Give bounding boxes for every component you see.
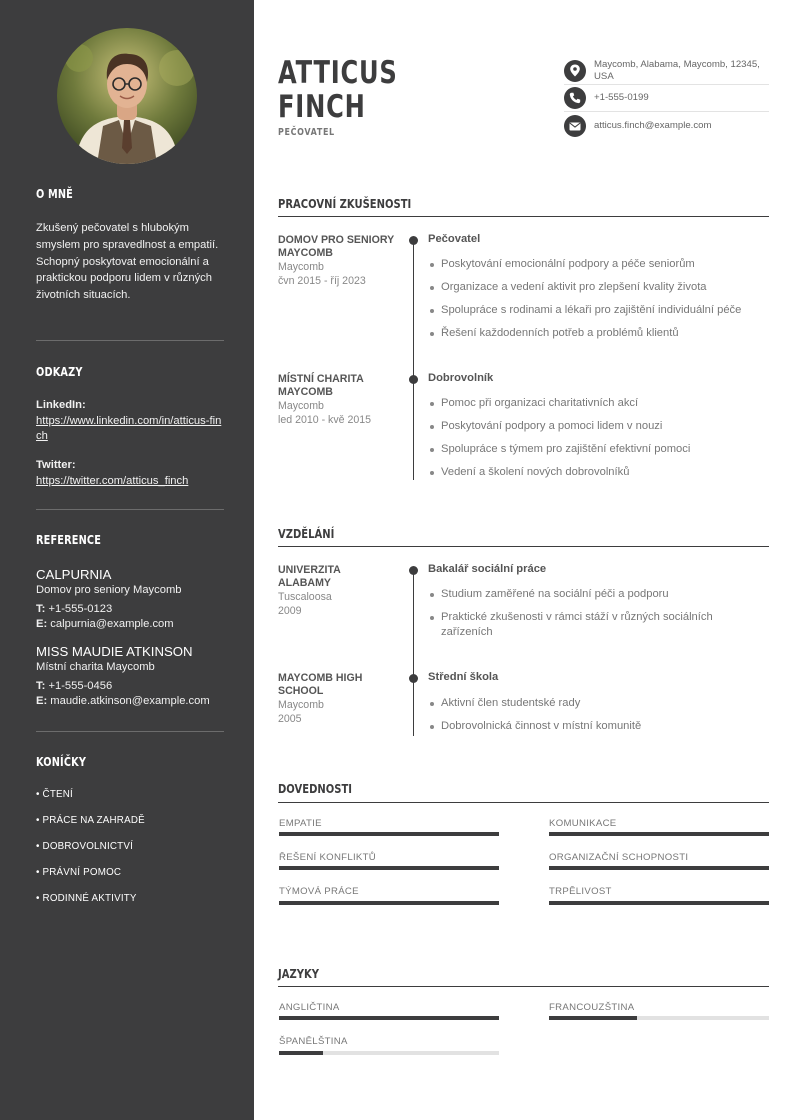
- reference-org: Místní charita Maycomb: [36, 661, 155, 673]
- contact-email: [564, 115, 769, 137]
- section-rule: [278, 802, 769, 803]
- language-bar-fill: [279, 1051, 323, 1055]
- contact-address-text: Maycomb, Alabama, Maycomb, 12345, USA: [594, 59, 760, 82]
- org-name: MÍSTNÍ CHARITA MAYCOMB: [278, 373, 364, 398]
- first-name: ATTICUS: [278, 55, 398, 91]
- person-name: [278, 56, 398, 124]
- section-rule: [278, 216, 769, 217]
- skill-label: TÝMOVÁ PRÁCE: [279, 886, 359, 897]
- hobby-item: • RODINNÉ AKTIVITY: [36, 893, 137, 904]
- email-value: calpurnia@example.com: [50, 618, 174, 630]
- skill-bar-fill: [549, 832, 769, 836]
- timeline-dot: [409, 566, 418, 575]
- org-dates: 2005: [278, 713, 302, 725]
- reference-phone: [36, 679, 226, 695]
- email-label: E:: [36, 618, 48, 630]
- org-location: Maycomb: [278, 400, 324, 412]
- org-name: UNIVERZITA ALABAMY: [278, 564, 341, 589]
- contact-phone-text: +1-555-0199: [594, 92, 649, 104]
- skill-bar-fill: [279, 866, 499, 870]
- link-linkedin: [36, 397, 222, 445]
- org-location: Maycomb: [278, 699, 324, 711]
- language-label: ŠPANĚLŠTINA: [279, 1036, 348, 1047]
- section-rule: [278, 986, 769, 987]
- location-pin-icon: [564, 60, 586, 82]
- skill-bar-fill: [279, 832, 499, 836]
- skill-bar: [549, 901, 769, 905]
- degree-title: Bakalář sociální práce: [428, 563, 547, 575]
- linkedin-link[interactable]: https://www.linkedin.com/in/atticus-finch: [36, 414, 222, 443]
- reference-name: MISS MAUDIE ATKINSON: [36, 644, 193, 659]
- skill-label: ŘEŠENÍ KONFLIKTŮ: [279, 852, 377, 863]
- reference-phone: [36, 602, 226, 618]
- skill-label: TRPĚLIVOST: [549, 886, 612, 897]
- skill-bar: [549, 866, 769, 870]
- last-name: FINCH: [278, 89, 366, 125]
- sidebar: [0, 0, 254, 1120]
- bullet-item: Pomoc při organizaci charitativních akcí: [430, 396, 765, 411]
- job-title: PEČOVATEL: [278, 127, 335, 138]
- languages-heading: JAZYKY: [278, 966, 319, 981]
- divider: [564, 111, 769, 112]
- bullet-item: Vedení a školení nových dobrovolníků: [430, 465, 765, 480]
- hobby-item: • PRÁCE NA ZAHRADĚ: [36, 815, 145, 826]
- email-icon: [564, 115, 586, 137]
- skill-label: KOMUNIKACE: [549, 818, 617, 829]
- hobby-item: • PRÁVNÍ POMOC: [36, 867, 122, 878]
- language-label: FRANCOUZŠTINA: [549, 1002, 635, 1013]
- link-label: Twitter:: [36, 459, 76, 471]
- org-dates: led 2010 - kvě 2015: [278, 414, 372, 426]
- timeline-line: [413, 570, 414, 736]
- hobbies-heading: KONÍČKY: [36, 754, 87, 769]
- reference-name: CALPURNIA: [36, 567, 112, 582]
- skill-label: EMPATIE: [279, 818, 322, 829]
- skill-label: ORGANIZAČNÍ SCHOPNOSTI: [549, 852, 689, 863]
- divider: [36, 509, 224, 510]
- skill-bar-fill: [549, 901, 769, 905]
- skill-bar: [549, 832, 769, 836]
- org-location: Maycomb: [278, 261, 324, 273]
- contact-address: [564, 59, 769, 82]
- section-rule: [278, 546, 769, 547]
- about-heading: O MNĚ: [36, 186, 73, 201]
- education-org: [278, 564, 388, 618]
- divider: [564, 84, 769, 85]
- phone-label: T:: [36, 602, 46, 615]
- language-bar: [549, 1016, 769, 1020]
- language-bar-fill: [279, 1016, 499, 1020]
- references-heading: REFERENCE: [36, 532, 102, 547]
- education-heading: VZDĚLÁNÍ: [278, 526, 335, 541]
- bullet-item: Aktivní člen studentské rady: [430, 696, 765, 711]
- links-heading: ODKAZY: [36, 364, 83, 379]
- divider: [36, 731, 224, 732]
- reference-email: [36, 617, 226, 633]
- phone-icon: [564, 87, 586, 109]
- hobby-item: • DOBROVOLNICTVÍ: [36, 841, 133, 852]
- skills-heading: DOVEDNOSTI: [278, 781, 353, 796]
- reference-item: [36, 643, 226, 710]
- org-name: DOMOV PRO SENIORY MAYCOMB: [278, 234, 394, 259]
- contact-phone: [564, 87, 769, 109]
- bullet-item: Poskytování emocionální podpory a péče seniorům: [430, 257, 765, 272]
- reference-email: [36, 694, 226, 710]
- bullet-item: Spolupráce s rodinami a lékaři pro zajištění individuální péče: [430, 303, 765, 318]
- degree-title: Střední škola: [428, 671, 499, 683]
- email-value: maudie.atkinson@example.com: [50, 695, 210, 707]
- timeline-dot: [409, 674, 418, 683]
- skill-bar-fill: [279, 901, 499, 905]
- bullet-item: Studium zaměřené na sociální péči a podporu: [430, 587, 765, 602]
- email-label: E:: [36, 695, 48, 707]
- experience-heading: PRACOVNÍ ZKUŠENOSTI: [278, 196, 412, 211]
- phone-label: T:: [36, 679, 46, 692]
- experience-org: [278, 373, 398, 427]
- timeline-dot: [409, 236, 418, 245]
- bullet-item: Organizace a vedení aktivit pro zlepšení kvality života: [430, 280, 765, 295]
- link-label: LinkedIn:: [36, 399, 86, 411]
- position-title: Pečovatel: [428, 233, 481, 245]
- hobby-item: • ČTENÍ: [36, 789, 73, 800]
- bullet-item: Řešení každodenních potřeb a problémů klientů: [430, 326, 765, 341]
- reference-item: [36, 566, 226, 633]
- about-text: Zkušený pečovatel s hlubokým smyslem pro spravedlnost a empatií. Schopný poskytovat emocionální a praktickou podporu lidem v různých životních situacích.: [36, 222, 219, 302]
- reference-org: Domov pro seniory Maycomb: [36, 584, 182, 596]
- profile-photo: [57, 28, 197, 164]
- skill-bar-fill: [549, 866, 769, 870]
- bullet-item: Dobrovolnická činnost v místní komunitě: [430, 719, 765, 734]
- twitter-link[interactable]: https://twitter.com/atticus_finch: [36, 474, 189, 487]
- position-title: Dobrovolník: [428, 372, 494, 384]
- language-label: ANGLIČTINA: [279, 1002, 340, 1013]
- portrait-illustration: [57, 28, 197, 164]
- bullet-item: Poskytování podpory a pomoci lidem v nouzi: [430, 419, 765, 434]
- org-name: MAYCOMB HIGH SCHOOL: [278, 672, 363, 697]
- org-dates: čvn 2015 - říj 2023: [278, 275, 366, 287]
- phone-value: +1-555-0456: [48, 679, 113, 692]
- language-bar: [279, 1051, 499, 1055]
- experience-org: [278, 234, 398, 288]
- language-bar: [279, 1016, 499, 1020]
- divider: [36, 340, 224, 341]
- language-bar-fill: [549, 1016, 637, 1020]
- bullet-item: Praktické zkušenosti v rámci stáží v různých sociálních zařízeních: [430, 610, 730, 640]
- skill-bar: [279, 832, 499, 836]
- skill-bar: [279, 901, 499, 905]
- contact-email-text[interactable]: atticus.finch@example.com: [594, 120, 712, 132]
- org-dates: 2009: [278, 605, 302, 617]
- timeline-dot: [409, 375, 418, 384]
- skill-bar: [279, 866, 499, 870]
- bullet-item: Spolupráce s týmem pro zajištění efektivní pomoci: [430, 442, 765, 457]
- education-org: [278, 672, 388, 726]
- timeline-line: [413, 240, 414, 480]
- link-twitter: [36, 457, 222, 489]
- phone-value: +1-555-0123: [48, 602, 113, 615]
- org-location: Tuscaloosa: [278, 591, 332, 603]
